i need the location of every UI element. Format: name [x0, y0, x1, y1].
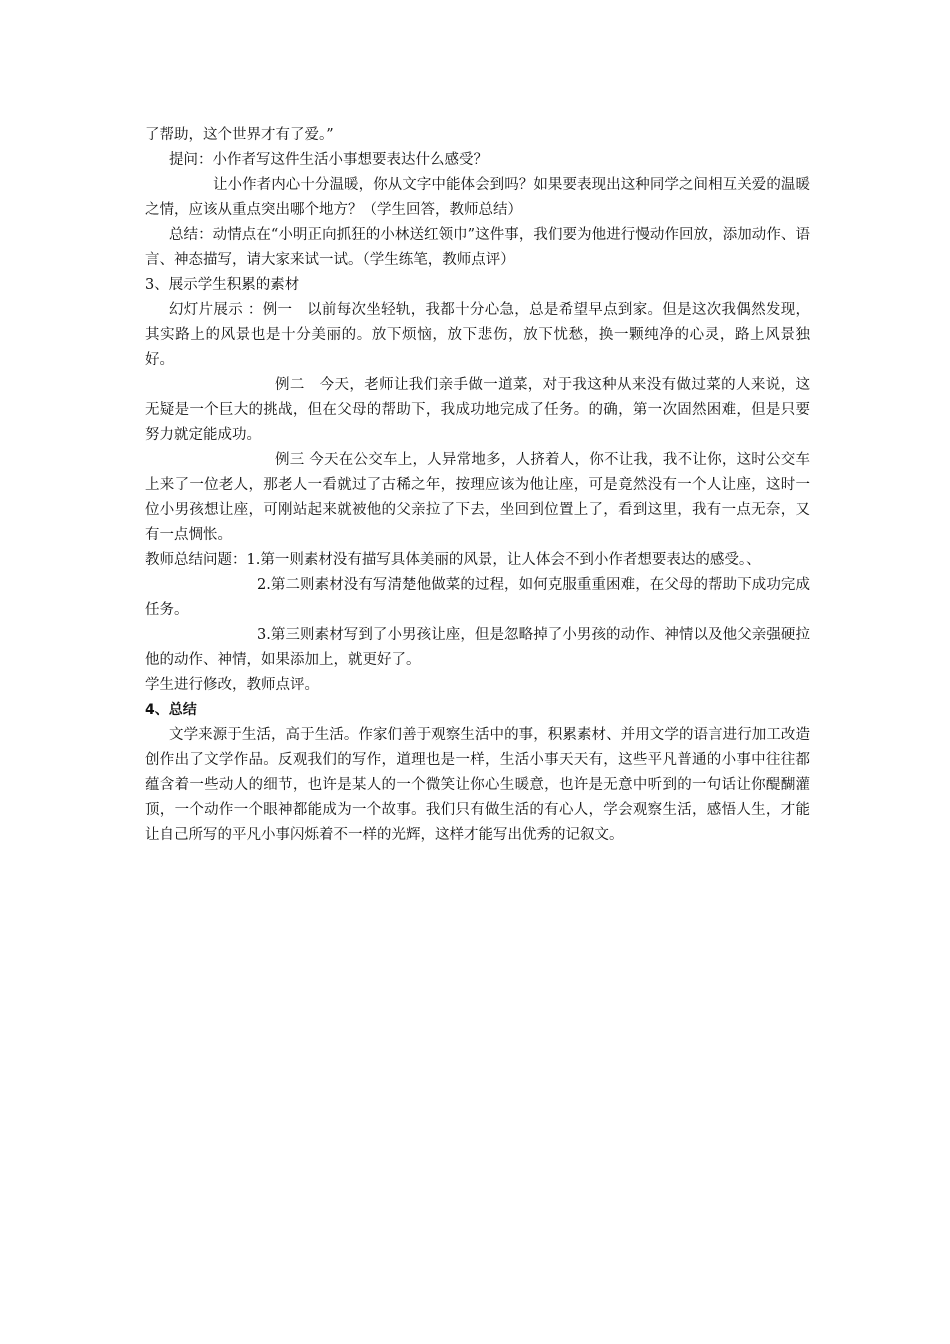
- paragraph-conclusion: 文学来源于生活，高于生活。作家们善于观察生活中的事，积累素材、并用文学的语言进行加工改造创作出了文学作品。反观我们的写作，道理也是一样，生活小事天天有，这些平凡普通的小事中往往都蕴含着一些动人的细节，也许是某人的一个微笑让你心生暖意，也许是无意中听到的一句话让你醍醐灌顶，一个动作一个眼神都能成为一个故事。我们只有做生活的有心人，学会观察生活，感悟人生，才能让自己所写的平凡小事闪烁着不一样的光辉，这样才能写出优秀的记叙文。: [145, 727, 810, 843]
- paragraph-question: 提问：小作者写这件生活小事想要表达什么感受？: [169, 152, 488, 168]
- paragraph-summary: 总结：动情点在“小明正向抓狂的小林送红领巾”这件事，我们要为他进行慢动作回放，添加动作、语言、神态描写，请大家来试一试。（学生练笔，教师点评）: [145, 227, 810, 268]
- paragraph-revision-note: 学生进行修改，教师点评。: [145, 677, 319, 693]
- section-heading-3: 3、展示学生积累的素材: [145, 277, 300, 293]
- paragraph-example-2: 例二 今天，老师让我们亲手做一道菜，对于我这种从来没有做过菜的人来说，这无疑是一个巨大的挑战，但在父母的帮助下，我成功地完成了任务。的确，第一次固然困难，但是只要努力就定能成功。: [145, 377, 810, 443]
- paragraph-teacher-summary-3: 3.第三则素材写到了小男孩让座，但是忽略掉了小男孩的动作、神情以及他父亲强硬拉他的动作、神情，如果添加上，就更好了。: [145, 627, 810, 668]
- paragraph-discussion: 让小作者内心十分温暖，你从文字中能体会到吗？如果要表现出这种同学之间相互关爱的温暖之情，应该从重点突出哪个地方？（学生回答，教师总结）: [145, 177, 810, 218]
- document-body: [145, 123, 810, 848]
- paragraph-example-1: 幻灯片展示 ：例一 以前每次坐轻轨，我都十分心急，总是希望早点到家。但是这次我偶然发现，其实路上的风景也是十分美丽的。放下烦恼，放下悲伤，放下忧愁，换一颗纯净的心灵，路上风景独好。: [145, 302, 810, 368]
- paragraph-teacher-summary-1: 教师总结问题：1.第一则素材没有描写具体美丽的风景，让人体会不到小作者想要表达的感受。、: [145, 552, 761, 568]
- paragraph-example-3: 例三 今天在公交车上，人异常地多，人挤着人，你不让我，我不让你，这时公交车上来了一位老人，那老人一看就过了古稀之年，按理应该为他让座，可是竟然没有一个人让座，这时一位小男孩想让座，可刚站起来就被他的父亲拉了下去，坐回到位置上了，看到这里，我有一点无奈，又有一点惆怅。: [145, 452, 810, 543]
- paragraph-teacher-summary-2: 2.第二则素材没有写清楚他做菜的过程，如何克服重重困难，在父母的帮助下成功完成任务。: [145, 577, 810, 618]
- section-heading-4: 4、总结: [145, 702, 197, 718]
- paragraph-continuation: 了帮助，这个世界才有了爱。”: [145, 127, 334, 143]
